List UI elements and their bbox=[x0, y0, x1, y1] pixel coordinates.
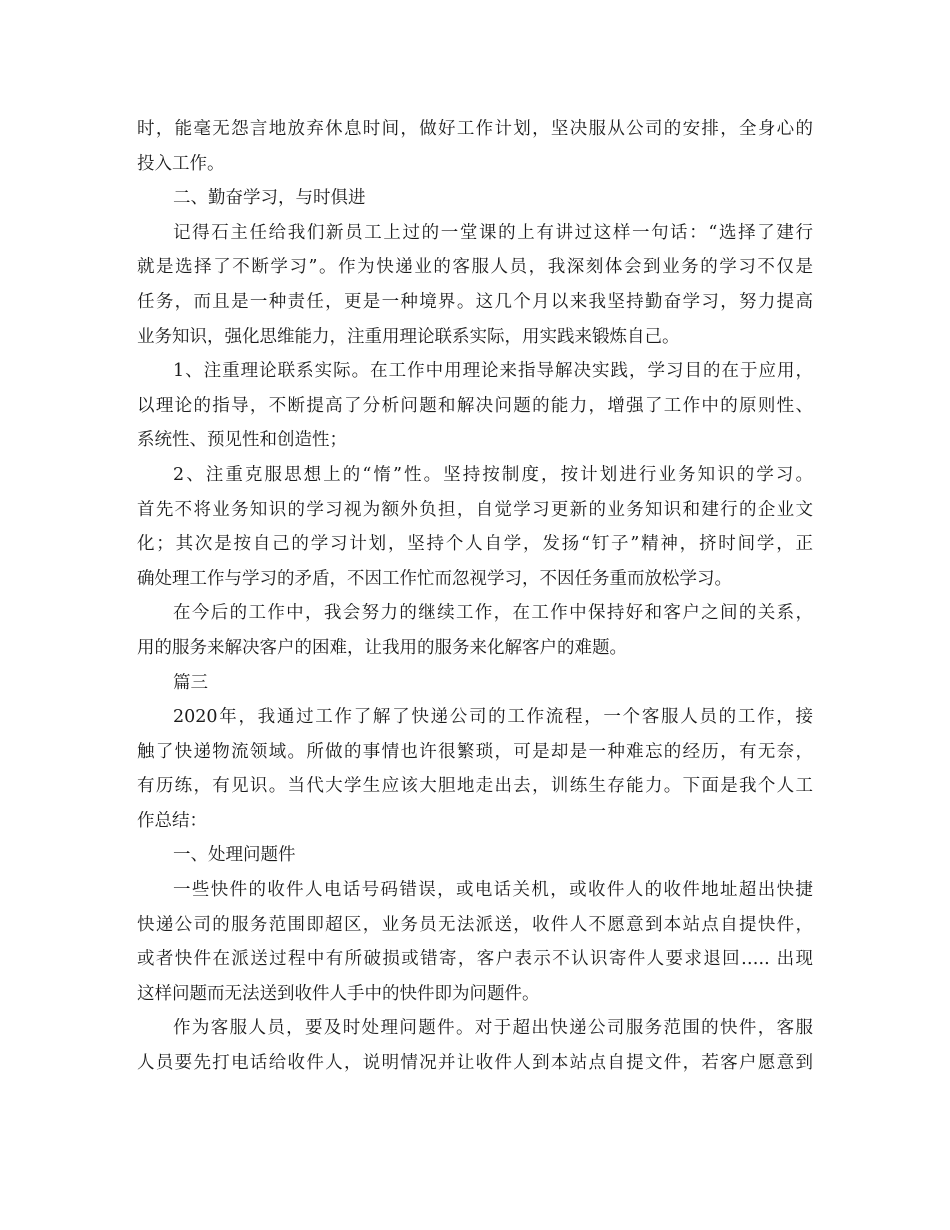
text-line: 首先不将业务知识的学习视为额外负担，自觉学习更新的业务知识和建行的企业文 bbox=[137, 499, 813, 520]
text-line: 任务，而且是一种责任，更是一种境界。这几个月以来我坚持勤奋学习，努力提高 bbox=[137, 291, 813, 312]
text-line: 一些快件的收件人电话号码错误，或电话关机，或收件人的收件地址超出快捷 bbox=[173, 880, 813, 901]
text-line: 投入工作。 bbox=[137, 153, 225, 174]
text-line: 二、勤奋学习，与时俱进 bbox=[173, 188, 366, 209]
text-line: 这样问题而无法送到收件人手中的快件即为问题件。 bbox=[137, 983, 540, 1004]
text-line: 业务知识，强化思维能力，注重用理论联系实际，用实践来锻炼自己。 bbox=[137, 326, 680, 347]
text-line: 以理论的指导，不断提高了分析问题和解决问题的能力，增强了工作中的原则性、 bbox=[137, 395, 813, 416]
text-line: 触了快递物流领域。所做的事情也许很繁琐，可是却是一种难忘的经历，有无奈， bbox=[137, 741, 813, 762]
text-line: 就是选择了不断学习”。作为快递业的客服人员，我深刻体会到业务的学习不仅是 bbox=[137, 257, 813, 278]
text-line: 用的服务来解决客户的困难，让我用的服务来化解客户的难题。 bbox=[137, 637, 627, 658]
text-line: 1、注重理论联系实际。在工作中用理论来指导解决实践，学习目的在于应用， bbox=[173, 361, 813, 382]
document-page bbox=[137, 112, 813, 1081]
text-line: 作为客服人员，要及时处理问题件。对于超出快递公司服务范围的快件，客服 bbox=[173, 1018, 813, 1039]
text-line: 作总结： bbox=[137, 810, 207, 831]
text-line: 2020年，我通过工作了解了快递公司的工作流程，一个客服人员的工作，接 bbox=[173, 707, 813, 728]
text-line: 篇三 bbox=[173, 672, 208, 693]
text-line: 系统性、预见性和创造性； bbox=[137, 430, 347, 451]
text-line: 快递公司的服务范围即超区，业务员无法派送，收件人不愿意到本站点自提快件， bbox=[137, 914, 813, 935]
text-line: 时，能毫无怨言地放弃休息时间，做好工作计划，坚决服从公司的安排，全身心的 bbox=[137, 119, 813, 139]
text-line: 记得石主任给我们新员工上过的一堂课的上有讲过这样一句话：“选择了建行 bbox=[173, 222, 813, 243]
text-line: 在今后的工作中，我会努力的继续工作，在工作中保持好和客户之间的关系， bbox=[173, 603, 813, 624]
text-line: 一、处理问题件 bbox=[173, 845, 296, 866]
text-line: 人员要先打电话给收件人，说明情况并让收件人到本站点自提文件，若客户愿意到 bbox=[137, 1053, 813, 1074]
text-line: 有历练，有见识。当代大学生应该大胆地走出去，训练生存能力。下面是我个人工 bbox=[137, 776, 813, 797]
text-line: 确处理工作与学习的矛盾，不因工作忙而忽视学习，不因任务重而放松学习。 bbox=[137, 568, 732, 589]
text-line: 2、注重克服思想上的“惰”性。坚持按制度，按计划进行业务知识的学习。 bbox=[173, 464, 813, 485]
text-line: 化；其次是按自己的学习计划，坚持个人自学，发扬“钉子”精神，挤时间学，正 bbox=[137, 534, 813, 555]
text-line: 或者快件在派送过程中有所破损或错寄，客户表示不认识寄件人要求退回….. 出现 bbox=[137, 949, 813, 970]
